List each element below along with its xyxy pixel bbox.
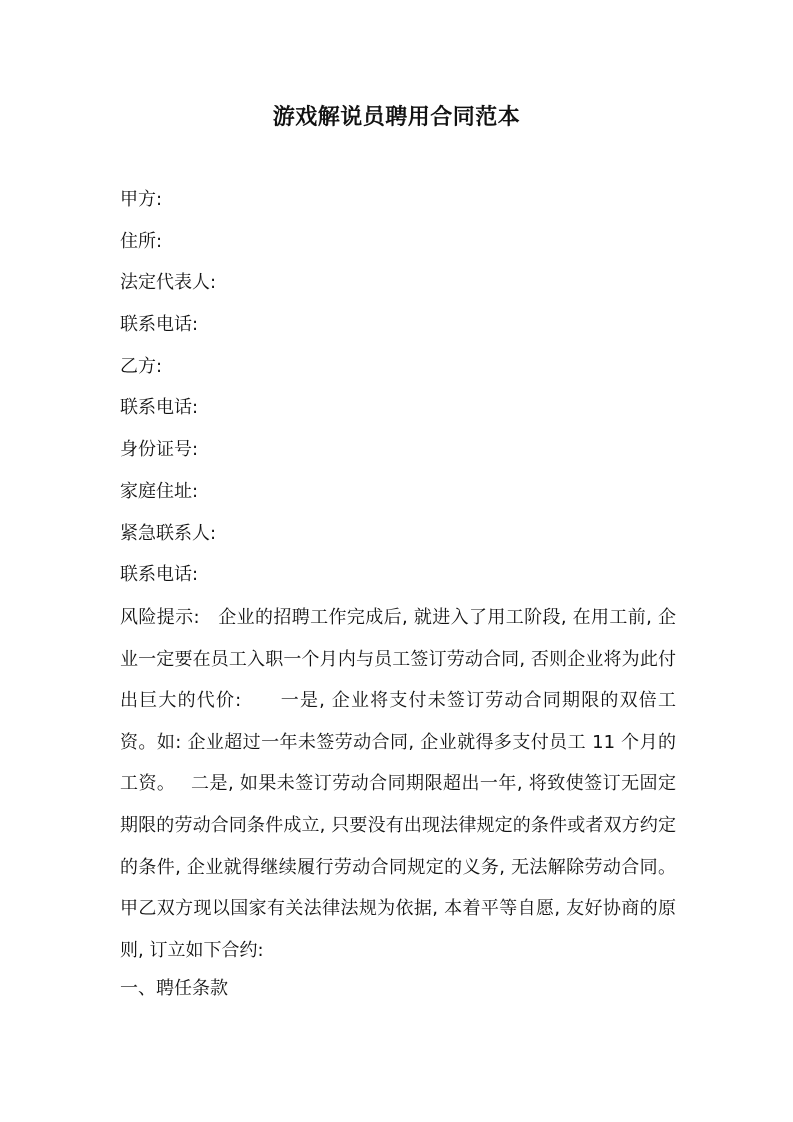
field-emergency-phone: 联系电话: (120, 564, 199, 586)
field-party-a-phone: 联系电话: (120, 314, 199, 336)
field-party-b: 乙方: (120, 355, 163, 377)
field-address: 住所: (120, 230, 163, 252)
document-title: 游戏解说员聘用合同范本 (272, 105, 521, 130)
field-home-address: 家庭住址: (120, 480, 199, 502)
section-heading-employment-terms: 一、聘任条款 (120, 978, 228, 999)
field-party-a: 甲方: (120, 189, 163, 210)
field-legal-representative: 法定代表人: (120, 272, 217, 294)
party-info-list (120, 186, 680, 603)
field-party-b-phone: 联系电话: (120, 397, 199, 419)
field-emergency-contact: 紧急联系人: (120, 522, 217, 544)
risk-warning-paragraph: 风险提示: 企业的招聘工作完成后, 就进入了用工阶段, 在用工前, 企业一定要在员工入职一个月内与员工签订劳动合同, 否则企业将为此付出巨大的代价: 一是, 企业将支付未签订劳动合同期限的双倍工资。如: 企业超过一年未签劳动合同, 企业就得多支付员工 11 个月的工资。 二是, 如果未签订劳动合同期限超出一年, 将致使签订无固定期限的劳动合同条件成立, 只要没有出现法律规定的条件或者双方约定的条件, 企业就得继续履行劳动合同规定的义务, 无法解除劳动合同。 甲乙双方现以国家有关法律法规为依据, 本着平等自愿, 友好协商的原则, 订立如下合约: (120, 607, 676, 961)
field-id-number: 身份证号: (120, 439, 199, 461)
